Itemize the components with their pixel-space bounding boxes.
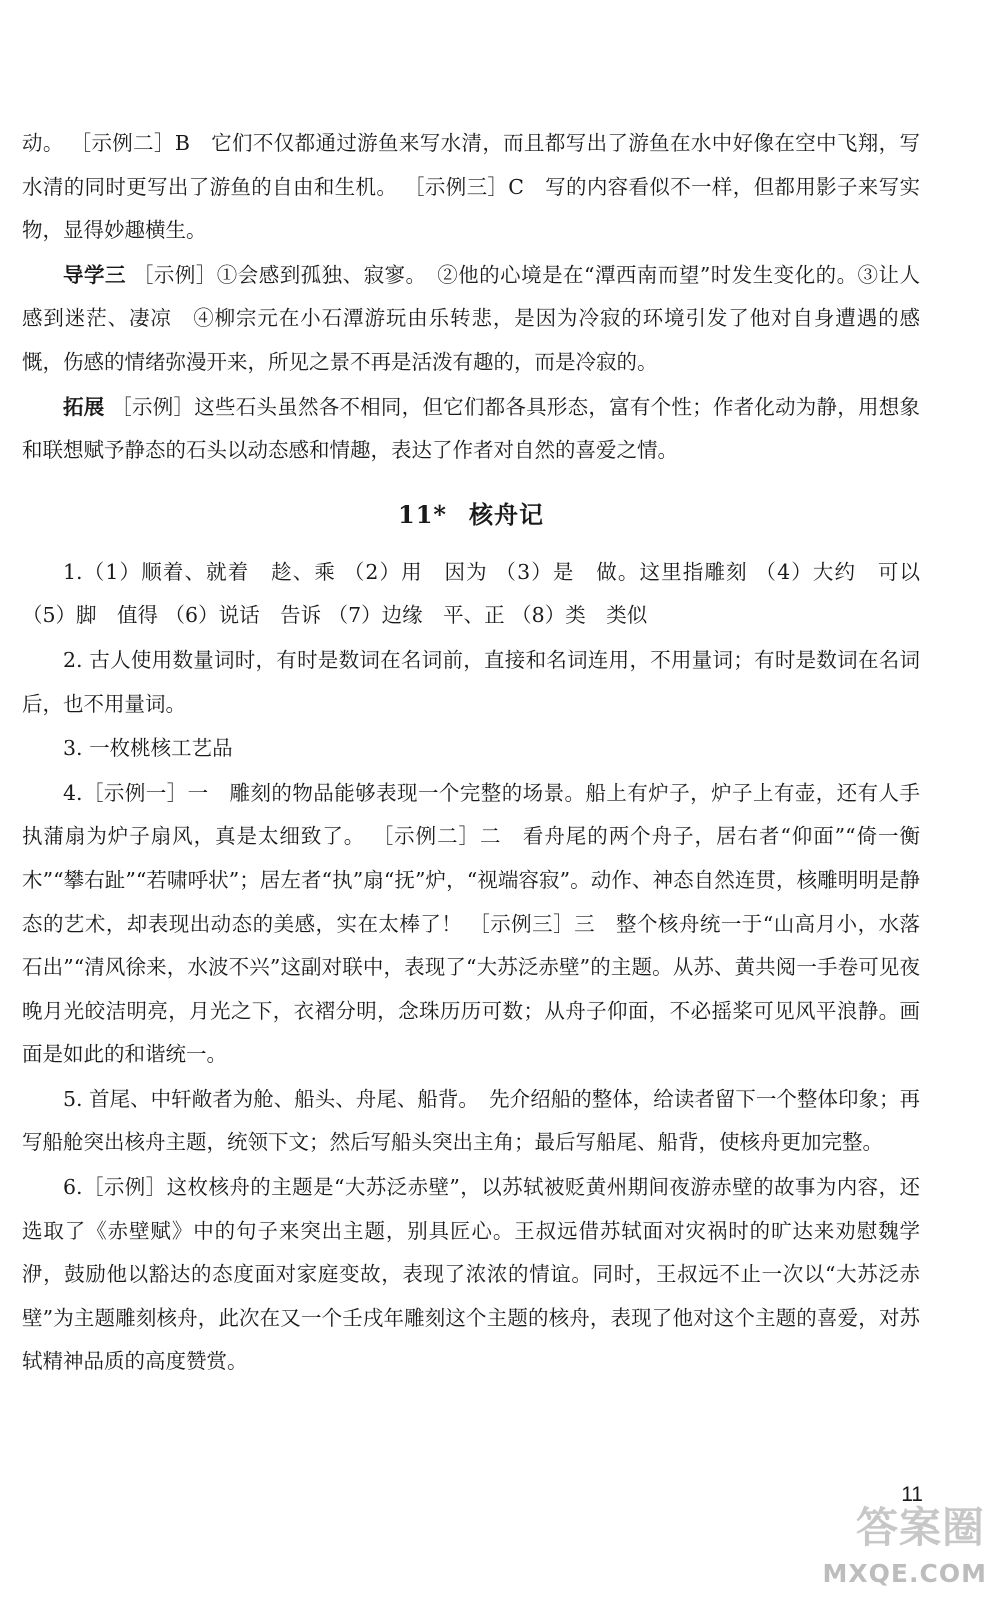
paragraph-continuation: 动。 ［示例二］B 它们不仅都通过游鱼来写水清，而且都写出了游鱼在水中好像在空中飞翔，写水清的同时更写出了游鱼的自由和生机。 ［示例三］C 写的内容看似不一样，但都用影子来写实物，显得妙趣横生。 xyxy=(22,131,920,243)
watermark-logo-text: 答案圈 xyxy=(855,1503,985,1552)
answer-item-2: 2. 古人使用数量词时，有时是数词在名词前，直接和名词连用，不用量词；有时是数词在名词后，也不用量词。 xyxy=(22,647,920,716)
page-number: 11 xyxy=(901,1483,923,1506)
section-number: 11* xyxy=(398,499,447,529)
paragraph-body: ［示例］①会感到孤独、寂寥。 ②他的心境是在“潭西南而望”时发生变化的。③让人感到迷茫、凄凉 ④柳宗元在小石潭游玩由乐转悲，是因为冷寂的环境引发了他对自身遭遇的感慨，伤感的情绪弥漫开来，所见之景不再是活泼有趣的，而是冷寂的。 xyxy=(22,262,921,374)
paragraph-tuozhan xyxy=(22,386,920,473)
answer-item-6: 6.［示例］这枚核舟的主题是“大苏泛赤壁”，以苏轼被贬黄州期间夜游赤壁的故事为内容，还选取了《赤壁赋》中的句子来突出主题，别具匠心。王叔远借苏轼面对灾祸时的旷达来劝慰魏学洢，鼓励他以豁达的态度面对家庭变故，表现了浓浓的情谊。同时，王叔远不止一次以“大苏泛赤壁”为主题雕刻核舟，此次在又一个壬戌年雕刻这个主题的核舟，表现了他对这个主题的喜爱，对苏轼精神品质的高度赞赏。 xyxy=(22,1175,920,1374)
answer-item-1: 1.（1）顺着、就着 趁、乘 （2）用 因为 （3）是 做。这里指雕刻 （4）大约 可以 （5）脚 值得 （6）说话 告诉 （7）边缘 平、正 （8）类 类似 xyxy=(22,559,927,628)
watermark-logo xyxy=(811,1495,991,1590)
section-title-text: 核舟记 xyxy=(468,499,544,529)
paragraph-daoxue-san xyxy=(22,254,920,385)
paragraph-body: ［示例］这些石头虽然各不相同，但它们都各具形态，富有个性；作者化动为静，用想象和联想赋予静态的石头以动态感和情趣，表达了作者对自然的喜爱之情。 xyxy=(22,394,921,463)
page-content xyxy=(22,122,927,1384)
watermark-url: MXQE.COM xyxy=(822,1559,987,1588)
paragraph-label: 导学三 xyxy=(63,262,126,287)
answer-item-3: 3. 一枚桃核工艺品 xyxy=(63,736,233,761)
section-title xyxy=(22,485,920,545)
paragraph-label: 拓展 xyxy=(63,394,105,419)
answer-item-4: 4.［示例一］一 雕刻的物品能够表现一个完整的场景。船上有炉子，炉子上有壶，还有人手执蒲扇为炉子扇风，真是太细致了。 ［示例二］二 看舟尾的两个舟子，居右者“仰面”“倚一衡木”“攀右趾”“若啸呼状”；居左者“执”扇“抚”炉，“视端容寂”。动作、神态自然连贯，核雕明明是静态的艺术，却表现出动态的美感，实在太棒了！ ［示例三］三 整个核舟统一于“山高月小，水落石出”“清风徐来，水波不兴”这副对联中，表现了“大苏泛赤壁”的主题。从苏、黄共阅一手卷可见夜晚月光皎洁明亮，月光之下，衣褶分明，念珠历历可数；从舟子仰面，不必摇桨可见风平浪静。画面是如此的和谐统一。 xyxy=(22,780,920,1067)
answer-item-5: 5. 首尾、中轩敞者为舱、船头、舟尾、船背。 先介绍船的整体，给读者留下一个整体印象；再写船舱突出核舟主题，统领下文；然后写船头突出主角；最后写船尾、船背，使核舟更加完整。 xyxy=(22,1086,920,1155)
